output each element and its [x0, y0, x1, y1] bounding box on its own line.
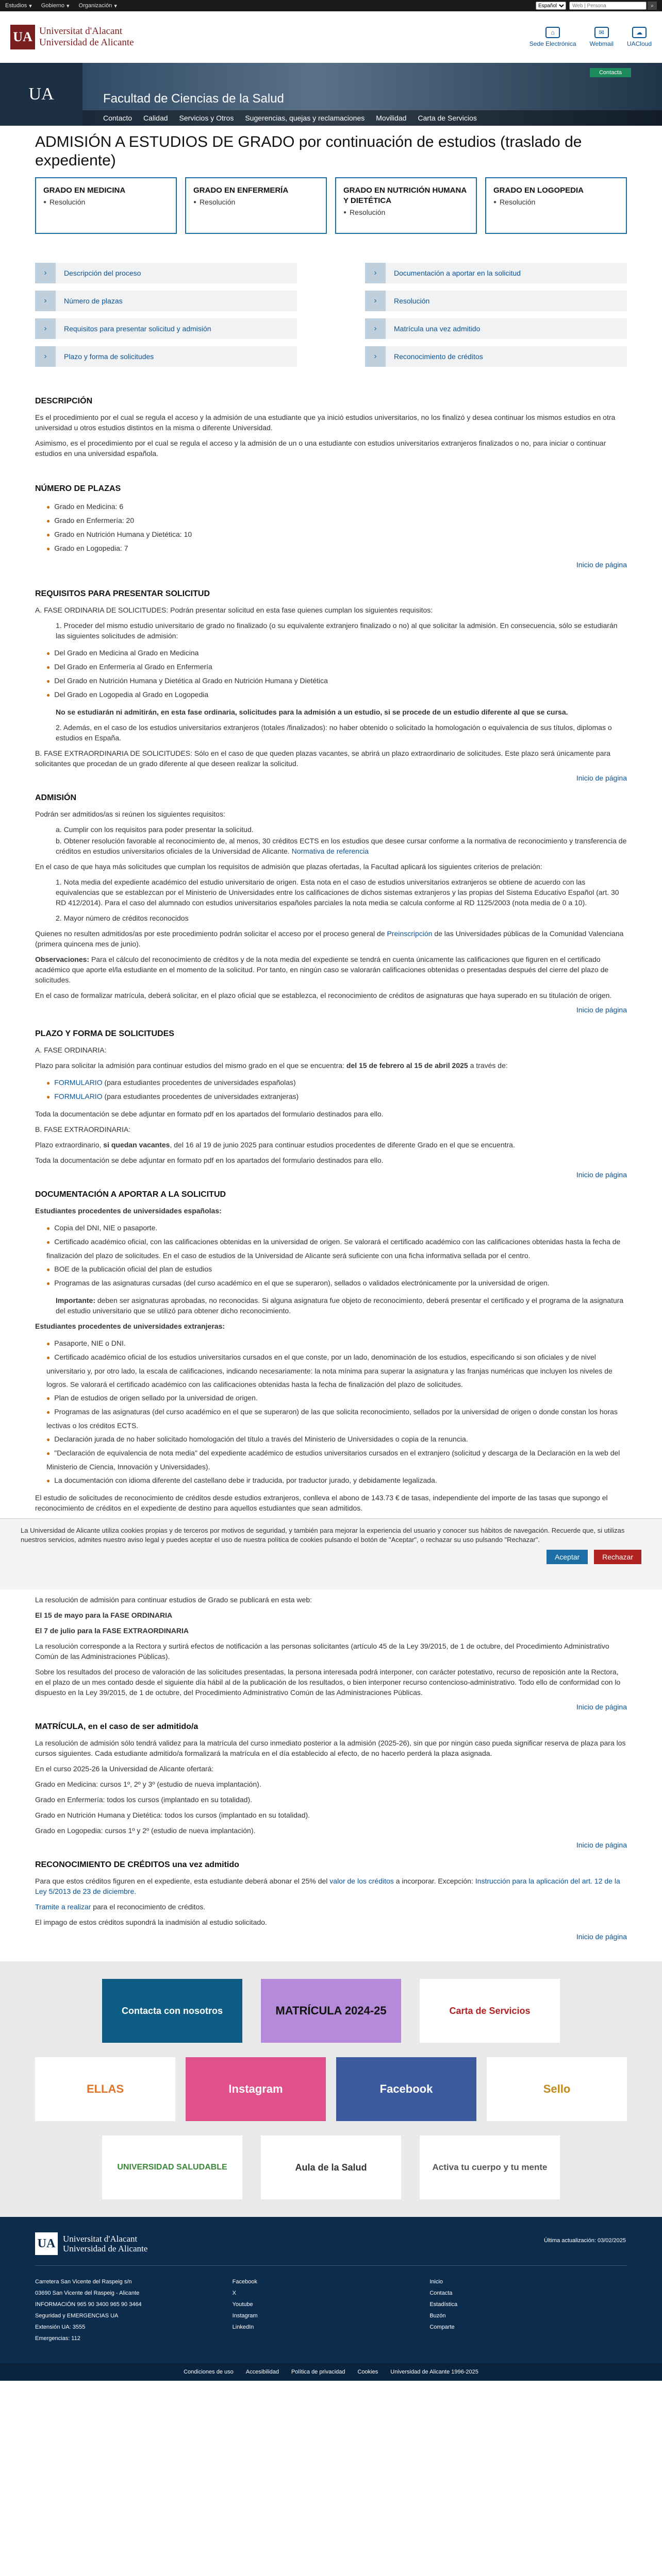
resolution-link[interactable]: ● Resolución	[193, 198, 319, 206]
banner-facebook[interactable]: Facebook	[336, 2057, 476, 2121]
list-item: ● "Declaración de equivalencia de nota media" del expediente académico de estudios universitarios cursados en el extranjero (solicitud y descarga de la Declaración en la web del Ministerio de Ciencia, Innovación y Universidades).	[46, 1446, 627, 1473]
docs-list-abroad	[46, 1336, 627, 1487]
faculty-subnav	[82, 110, 662, 126]
degree-box-nutricion: GRADO EN NUTRICIÓN HUMANA Y DIETÉTICA ● Resolución	[335, 177, 477, 234]
footer-condiciones-link[interactable]: Condiciones de uso	[184, 2369, 234, 2375]
faculty-logo: UA	[0, 63, 82, 126]
footer-link-buzon[interactable]: Buzón	[429, 2313, 446, 2319]
paragraph: La resolución de admisión para continuar estudios de Grado se publicará en esta web:	[35, 1596, 312, 1604]
list-item: ● Pasaporte, NIE o DNI.	[46, 1336, 627, 1350]
chevron-right-icon: ›	[365, 318, 386, 339]
language-select[interactable]	[536, 2, 566, 10]
footer-link-youtube[interactable]: Youtube	[232, 2301, 253, 2308]
toc-item[interactable]: › Número de plazas	[35, 291, 297, 311]
paragraph: La resolución corresponde a la Rectora y surtirá efectos de notificación a las personas solicitantes (artículo 45 de la Ley 39/2015, de 1 de octubre, del Procedimiento Administrativo Común de las Administraciones Públicas).	[35, 1642, 609, 1660]
formulario-link[interactable]: FORMULARIO	[54, 1078, 103, 1087]
footer-link-comparte[interactable]: Comparte	[429, 2324, 455, 2330]
toc-item[interactable]: › Matrícula una vez admitido	[365, 318, 627, 339]
paragraph: En el caso de formalizar matrícula, deberá solicitar, en el plazo oficial que se establezca, el reconocimiento de créditos de asignaturas que haya superado en su titulación de origen.	[35, 991, 612, 999]
formulario-list	[46, 1076, 627, 1104]
back-to-top-link[interactable]: Inicio de página	[576, 1933, 627, 1941]
footer-link-facebook[interactable]: Facebook	[232, 2279, 257, 2285]
list-item: ● Declaración jurada de no haber solicitado homologación del título a través del Ministerio de Universidades o copia de la renuncia.	[46, 1432, 627, 1446]
section-heading-admision: ADMISIÓN	[35, 793, 76, 802]
paragraph: Tramite a realizar para el reconocimiento de créditos.	[35, 1903, 206, 1911]
formulario-link[interactable]: FORMULARIO	[54, 1092, 103, 1100]
cookie-banner	[0, 1518, 662, 1589]
banner-aula-salud[interactable]: Aula de la Salud	[261, 2136, 401, 2199]
list-item: ● Del Grado en Logopedia al Grado en Logopedia	[46, 688, 627, 702]
footer-nav	[429, 2276, 627, 2344]
section-heading-reconocimiento: RECONOCIMIENTO DE CRÉDITOS una vez admitido	[35, 1860, 239, 1869]
list-item: ● FORMULARIO (para estudiantes procedentes de universidades extranjeras)	[46, 1090, 627, 1104]
chevron-right-icon: ›	[35, 346, 56, 367]
paragraph: Sobre los resultados del proceso de valoración de las solicitudes presentadas, la persona interesada podrá interponer, con carácter potestativo, recurso de reposición ante la Rectora, en el plazo de un mes contado desde el siguiente día hábil al de la publicación de los resultados, o bien interponer recurso contencioso-administrativo. Todo ello de conformidad con lo dispuesto en la Ley 39/2015, de 1 de octubre, del Procedimiento Administrativo Común de las Administraciones Públicas.	[35, 1668, 621, 1697]
list-item: ● Grado en Medicina: 6	[46, 500, 627, 514]
footer-privacidad-link[interactable]: Política de privacidad	[291, 2369, 345, 2375]
toc-item[interactable]: › Descripción del proceso	[35, 263, 297, 283]
back-to-top-link[interactable]: Inicio de página	[576, 1171, 627, 1179]
banner-matricula[interactable]: MATRÍCULA 2024-25	[261, 1979, 401, 2043]
mail-icon: ✉	[594, 27, 609, 38]
list-item: ● Del Grado en Enfermería al Grado en Enfermería	[46, 660, 627, 674]
section-heading-plazas: NÚMERO DE PLAZAS	[35, 484, 121, 493]
list-item: ● Del Grado en Medicina al Grado en Medicina	[46, 646, 627, 660]
banner-activa[interactable]: Activa tu cuerpo y tu mente	[420, 2136, 560, 2199]
chevron-right-icon: ›	[365, 346, 386, 367]
list-item: ● Del Grado en Nutrición Humana y Dietética al Grado en Nutrición Humana y Dietética	[46, 674, 627, 688]
warning-text: No se estudiarán ni admitirán, en esta fase ordinaria, solicitudes para la admisión a un estudio, si se procede de un estudio diferente al que se cursa.	[56, 708, 568, 716]
paragraph: El estudio de solicitudes de reconocimiento de créditos desde estudios extranjeros, conlleva el abono de 143.73 € de tasas, independiente del importe de las tasas que supongo el reconocimiento de créditos en el expediente de destino para aquellos estudiantes que sean admitidos.	[35, 1494, 608, 1512]
resolution-link[interactable]: ● Resolución	[493, 198, 619, 206]
list-item: ● Programas de las asignaturas (del curso académico en el que se superaron) de las que solicita reconocimiento, sellados por la universidad de origen o donde constan los horas lectivas o los créditos ECTS.	[46, 1405, 627, 1432]
banner-ellas[interactable]: ELLAS	[35, 2057, 175, 2121]
sede-electronica-link[interactable]: ⌂ Sede Electrónica	[529, 27, 576, 47]
back-to-top-link[interactable]: Inicio de página	[576, 774, 627, 782]
paragraph: Observaciones: Para el cálculo del reconocimiento de créditos y de la nota media del expediente se tendrá en cuenta únicamente las calificaciones que figuren en el certificado académico que aporte el/la estudiante en el momento de la solicitud. Por tanto, en ningún caso se valorarán calificaciones obtenidas o presentadas después del cierre del plazo de solicitudes.	[35, 955, 609, 984]
list-item: ● Certificado académico oficial, con las calificaciones obtenidas en la universidad de origen. Se valorará el certificado académico con las calificaciones obtenidas hasta la fecha de finalización del plazo de solicitudes. En el caso de estudios de la Universidad de Alicante será suficiente con una ficha informativa sellada por el centro.	[46, 1235, 627, 1262]
paragraph: El 15 de mayo para la FASE ORDINARIA	[35, 1611, 173, 1619]
footer-link-estadistica[interactable]: Estadística	[429, 2301, 458, 2308]
paragraph: Grado en Enfermería: todos los cursos (implantado en su totalidad).	[35, 1795, 252, 1804]
paragraph: Para que estos créditos figuren en el expediente, esta estudiante deberá abonar el 25% del valor de los créditos a incorporar. Excepción: Instrucción para la aplicación del art. 12 de la Ley 5/2013 de 23 de diciembre.	[35, 1877, 620, 1895]
paragraph: Grado en Nutrición Humana y Dietética: todos los cursos (implantado en su totalidad).	[35, 1811, 310, 1819]
degree-box-logopedia: GRADO EN LOGOPEDIA ● Resolución	[485, 177, 627, 234]
paragraph: Es el procedimiento por el cual se regula el acceso y la admisión de una estudiante que ya inició estudios universitarios, no los finalizó y desea continuar los mismos estudios en otra universidad u otros estudios distintos en la misma o diferente Universidad.	[35, 413, 616, 432]
footer-link-linkedin[interactable]: LinkedIn	[232, 2324, 254, 2330]
back-to-top-link[interactable]: Inicio de página	[576, 561, 627, 569]
toc-item[interactable]: › Requisitos para presentar solicitud y admisión	[35, 318, 297, 339]
list-item: ● Certificado académico oficial de los estudios universitarios cursados en el que conste, por un lado, denominación de los estudios, especificando si son oficiales y de nivel universitario y, por otro lado, la escala de calificaciones, indicando necesariamente: la nota mínima para superar la asignatura y las franjas numéricas que incluyen los niveles de logros. Se valorará el certificado académico con las calificaciones obtenidas hasta la fecha de finalización del plazo de solicitudes.	[46, 1350, 627, 1391]
footer-social	[233, 2276, 430, 2344]
paragraph: Grado en Medicina: cursos 1º, 2º y 3º (estudio de nueva implantación).	[35, 1780, 261, 1788]
toc-item[interactable]: › Plazo y forma de solicitudes	[35, 346, 297, 367]
cloud-icon: ☁	[632, 27, 647, 38]
paragraph: El impago de estos créditos supondrá la inadmisión al estudio solicitado.	[35, 1918, 267, 1926]
ua-logo-mark: UA	[35, 2232, 58, 2255]
tramite-link[interactable]: Tramite a realizar	[35, 1903, 91, 1911]
footer-link-instagram[interactable]: Instagram	[232, 2313, 258, 2319]
paragraph: En el curso 2025-26 la Universidad de Alicante ofertará:	[35, 1765, 214, 1773]
plazas-list	[46, 500, 627, 555]
subnav-sugerencias[interactable]: Sugerencias, quejas y reclamaciones	[245, 114, 365, 122]
list-item: ● Grado en Enfermería: 20	[46, 514, 627, 528]
cookie-text: La Universidad de Alicante utiliza cookies propias y de terceros por motivos de seguridad, y también para mejorar la experiencia del usuario y conocer sus hábitos de navegación. Recuerde que, si utilizas nuestros servicios, admites nuestro aviso legal y puedes aceptar el uso de nuestra política de cookies pulsando el botón de "Aceptar", o rechazar su uso pulsando "Rechazar".	[21, 1527, 625, 1544]
preinscripcion-link[interactable]: Preinscripción	[387, 929, 433, 938]
section-heading-matricula: MATRÍCULA, en el caso de ser admitido/a	[35, 1722, 198, 1731]
paragraph: El 7 de julio para la FASE EXTRAORDINARIA	[35, 1626, 189, 1635]
list-item: ● Programas de las asignaturas cursadas (del curso académico en el que se superaron), sellados o validados electrónicamente por la universidad de origen.	[46, 1276, 627, 1290]
search-input[interactable]	[569, 2, 647, 10]
back-to-top-link[interactable]: Inicio de página	[576, 1841, 627, 1849]
paragraph: Plazo extraordinario, si quedan vacantes, del 16 al 19 de junio 2025 para continuar estudios procedentes de diferente Grado en el que se encuentra.	[35, 1141, 515, 1149]
contacta-button[interactable]: Contacta	[590, 68, 631, 77]
resolution-link[interactable]: ● Resolución	[43, 198, 169, 206]
ua-logo[interactable]: UA Universitat d'Alacant Universidad de Alicante	[10, 25, 134, 49]
paragraph: Plazo para solicitar la admisión para continuar estudios del mismo grado en el que se encuentra: del 15 de febrero al 15 de abril 2025 a través de:	[35, 1061, 508, 1070]
paragraph: 1. Proceder del mismo estudio universitario de grado no finalizado (o su equivalente extranjero finalizado o no) al que solicitar la admisión. En consecuencia, sólo se estudiarán las siguientes solicitudes de admisión:	[56, 621, 618, 640]
webmail-link[interactable]: ✉ Webmail	[590, 27, 614, 47]
paragraph: a. Cumplir con los requisitos para poder presentar la solicitud.	[56, 825, 254, 834]
list-item: ● La documentación con idioma diferente del castellano debe ir traducida, por traductor jurado, y debidamente legalizada.	[46, 1473, 627, 1487]
search-icon[interactable]: ⌕	[648, 2, 657, 10]
footer-accesibilidad-link[interactable]: Accesibilidad	[245, 2369, 279, 2375]
accept-cookies-button[interactable]: Aceptar	[547, 1550, 588, 1564]
header	[0, 11, 662, 63]
paragraph: Grado en Logopedia: cursos 1º y 2º (estudio de nueva implantación).	[35, 1826, 256, 1835]
degree-box-enfermeria: GRADO EN ENFERMERÍA ● Resolución	[185, 177, 327, 234]
chevron-right-icon: ›	[365, 291, 386, 311]
instruccion-link[interactable]: Instrucción para la aplicación del art. 12 de la Ley 5/2013 de 23 de diciembre.	[35, 1877, 620, 1895]
footer-link-contacta[interactable]: Contacta	[429, 2290, 453, 2296]
chevron-right-icon: ›	[35, 291, 56, 311]
footer-cookies-link[interactable]: Cookies	[357, 2369, 378, 2375]
page-title: ADMISIÓN A ESTUDIOS DE GRADO por continuación de estudios (traslado de expediente)	[35, 133, 582, 169]
ua-logo-mark: UA	[10, 25, 35, 49]
section-heading-descripcion: DESCRIPCIÓN	[35, 397, 93, 405]
last-updated: Última actualización: 03/02/2025	[544, 2238, 626, 2244]
subnav-contacto[interactable]: Contacto	[103, 114, 133, 122]
footer-logo[interactable]: UA Universitat d'Alacant Universidad de Alicante	[35, 2232, 627, 2255]
footer	[0, 2217, 662, 2381]
paragraph: La resolución de admisión sólo tendrá validez para la matrícula del curso inmediato posterior a la admisión (2025-26), sin que por ningún caso pueda significar reserva de plaza para los cursos siguientes. Cada estudiante admitido/a formalizará la matrícula en el día establecido al efecto, de no hacerlo perderá la plaza asignada.	[35, 1739, 626, 1757]
main-content	[0, 133, 662, 2217]
promo-banners	[0, 1961, 662, 2217]
uacloud-link[interactable]: ☁ UACloud	[627, 27, 652, 47]
footer-link-x[interactable]: X	[232, 2290, 237, 2296]
chevron-right-icon: ›	[35, 263, 56, 283]
paragraph: Toda la documentación se debe adjuntar en formato pdf en los apartados del formulario destinados para ello.	[35, 1110, 384, 1118]
banner-universidad-saludable[interactable]: UNIVERSIDAD SALUDABLE	[102, 2136, 242, 2199]
topbar-item-gobierno[interactable]: Gobierno ▾	[41, 3, 70, 9]
paragraph: Importante: deben ser asignaturas aprobadas, no reconocidas. Si alguna asignatura fue objeto de reconocimiento, deberá presentar el certificado y el programa de la asignatura del estudio universitario que se utilizó para obtener dicho reconocimiento.	[56, 1296, 624, 1315]
paragraph: Podrán ser admitidos/as si reúnen los siguientes requisitos:	[35, 810, 225, 818]
list-item: ● Plan de estudios de origen sellado por la universidad de origen.	[46, 1391, 627, 1405]
topbar-item-estudios[interactable]: Estudios ▾	[5, 3, 32, 9]
subheading: Estudiantes procedentes de universidades extranjeras:	[35, 1322, 225, 1330]
list-item: ● Grado en Nutrición Humana y Dietética: 10	[46, 528, 627, 541]
docs-list-spain	[46, 1221, 627, 1290]
chevron-right-icon: ›	[365, 263, 386, 283]
faculty-title[interactable]: Facultad de Ciencias de la Salud	[103, 92, 284, 106]
section-heading-documentacion: DOCUMENTACIÓN A APORTAR A LA SOLICITUD	[35, 1190, 226, 1199]
topbar-item-organizacion[interactable]: Organización ▾	[78, 3, 117, 9]
valor-creditos-link[interactable]: valor de los créditos	[329, 1877, 394, 1885]
subnav-carta[interactable]: Carta de Servicios	[418, 114, 477, 122]
paragraph: Asimismo, es el procedimiento por el cual se regula el acceso y la admisión de un o una estudiante con estudios universitarios extranjeros finalizados o no, para iniciar o continuar estudios en una universidad española.	[35, 439, 606, 457]
faculty-banner	[0, 63, 662, 126]
paragraph: B. FASE EXTRAORDINARIA DE SOLICITUDES: Sólo en el caso de que queden plazas vacantes, se abrirá un plazo extraordinario de solicitudes. Este plazo será únicamente para solicitantes que procedan de un grado diferente al que deseen realizar la solicitud.	[35, 749, 610, 768]
footer-link-inicio[interactable]: Inicio	[429, 2279, 443, 2285]
paragraph: B. FASE EXTRAORDINARIA:	[35, 1125, 131, 1133]
degree-boxes	[35, 177, 627, 234]
banner-contacta[interactable]: Contacta con nosotros	[102, 1979, 242, 2043]
footer-contact: Carretera San Vicente del Raspeig s/n 03690 San Vicente del Raspeig - Alicante INFORMACIÓN 965 90 3400 965 90 3464 Seguridad y EMERGENCIAS UA Extensión UA: 3555 Emergencias: 112	[35, 2279, 142, 2342]
subnav-calidad[interactable]: Calidad	[143, 114, 168, 122]
reject-cookies-button[interactable]: Rechazar	[594, 1550, 641, 1564]
paragraph: A. FASE ORDINARIA DE SOLICITUDES: Podrán presentar solicitud en esta fase quienes cumplan los siguientes requisitos:	[35, 606, 433, 614]
paragraph: Quienes no resulten admitidos/as por este procedimiento podrán solicitar el acceso por el proceso general de Preinscripción de las Universidades públicas de la Comunidad Valenciana (primera quincena mes de junio).	[35, 929, 624, 948]
chevron-right-icon: ›	[35, 318, 56, 339]
top-bar	[0, 0, 662, 11]
admision-list	[46, 646, 627, 702]
subnav-movilidad[interactable]: Movilidad	[376, 114, 407, 122]
footer-copyright: Universidad de Alicante 1996-2025	[390, 2369, 478, 2375]
paragraph: b. Obtener resolución favorable al reconocimiento de, al menos, 30 créditos ECTS en los estudios que desee cursar conforme a la normativa de reconocimiento y transferencia de créditos en estudios universitarios oficiales de la Universidad de Alicante. Normativa de referencia	[56, 837, 627, 855]
paragraph: A. FASE ORDINARIA:	[35, 1046, 107, 1054]
resolution-link[interactable]: ● Resolución	[343, 208, 469, 216]
banner-carta-servicios[interactable]: Carta de Servicios	[420, 1979, 560, 2043]
paragraph: 2. Mayor número de créditos reconocidos	[56, 914, 189, 922]
subnav-servicios[interactable]: Servicios y Otros	[179, 114, 234, 122]
list-item: ● FORMULARIO (para estudiantes procedentes de universidades españolas)	[46, 1076, 627, 1090]
degree-box-medicina: GRADO EN MEDICINA ● Resolución	[35, 177, 177, 234]
footer-bottom	[0, 2363, 662, 2381]
paragraph: En el caso de que haya más solicitudes que cumplan los requisitos de admisión que plazas ofertadas, la Facultad aplicará los siguientes criterios de prelación:	[35, 862, 542, 871]
banner-sello[interactable]: Sello	[487, 2057, 627, 2121]
back-to-top-link[interactable]: Inicio de página	[576, 1703, 627, 1711]
toc-item[interactable]: › Documentación a aportar en la solicitud	[365, 263, 627, 283]
toc-item[interactable]: › Reconocimiento de créditos	[365, 346, 627, 367]
paragraph: 2. Además, en el caso de los estudios universitarios extranjeros (totales /finalizados): no haber obtenido o solicitado la homologación o equivalencia de sus títulos, diplomas o estudios en España.	[56, 723, 612, 742]
list-item: ● Grado en Logopedia: 7	[46, 541, 627, 555]
subheading: Estudiantes procedentes de universidades españolas:	[35, 1207, 222, 1215]
list-item: ● BOE de la publicación oficial del plan de estudios	[46, 1262, 627, 1276]
paragraph: 1. Nota media del expediente académico del estudio universitario de origen. Esta nota en el caso de estudios universitarios extranjeros se obtiene de acuerdo con las equivalencias que se establezcan por el Ministerio de Universidades entre los calificaciones de dichos sistemas extranjeros y las propias del Sistema Educativo Español (art. 30 RD 412/2014). Para el caso del alumnado con estudios universitarios españoles parciales la nota media se calcula conforme al RD 1125/2003 (nota media de 0 a 10).	[56, 878, 619, 907]
normativa-link[interactable]: Normativa de referencia	[291, 847, 369, 855]
table-of-contents	[35, 252, 627, 385]
list-item: ● Copia del DNI, NIE o pasaporte.	[46, 1221, 627, 1235]
paragraph: Toda la documentación se debe adjuntar en formato pdf en los apartados del formulario destinados para ello.	[35, 1156, 384, 1164]
banner-instagram[interactable]: Instagram	[186, 2057, 326, 2121]
toc-item[interactable]: › Resolución	[365, 291, 627, 311]
building-icon: ⌂	[545, 27, 560, 38]
back-to-top-link[interactable]: Inicio de página	[576, 1006, 627, 1014]
section-heading-plazo: PLAZO Y FORMA DE SOLICITUDES	[35, 1029, 174, 1038]
section-heading-requisitos: REQUISITOS PARA PRESENTAR SOLICITUD	[35, 589, 210, 598]
